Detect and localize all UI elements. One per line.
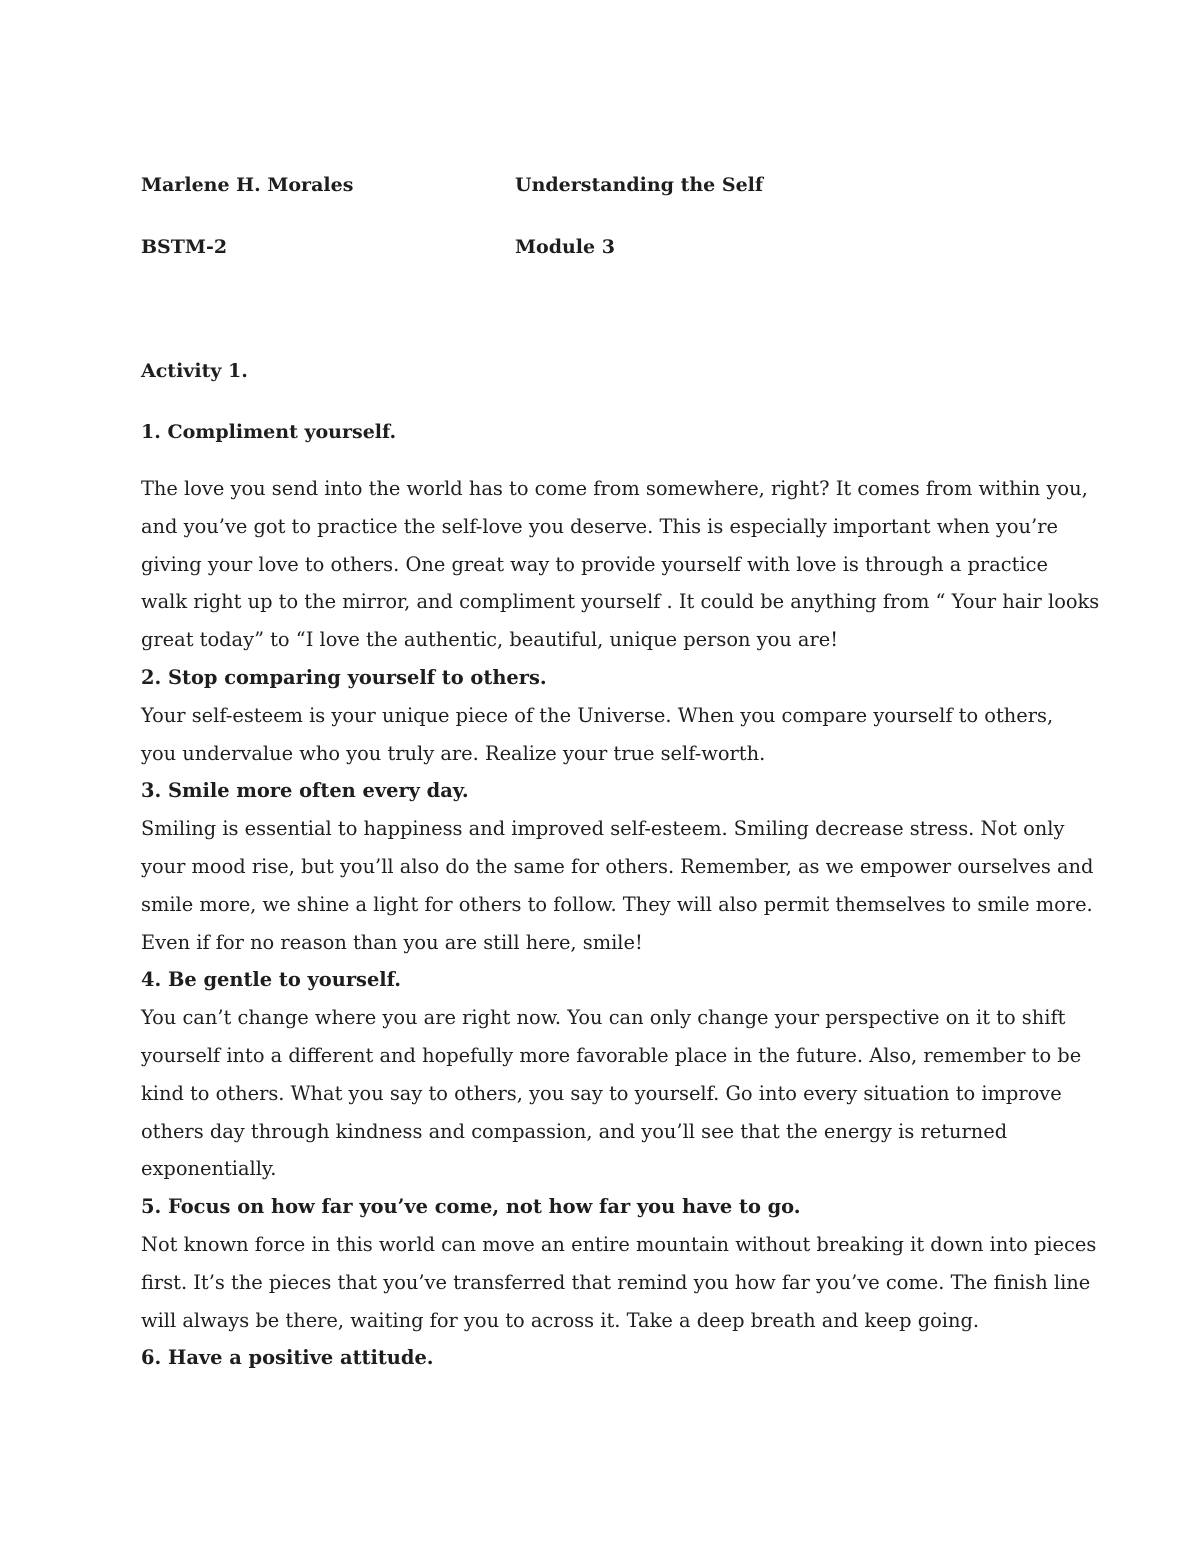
module-label: Module 3: [515, 236, 615, 258]
subject-title: Understanding the Self: [515, 174, 764, 196]
section-heading: 4. Be gentle to yourself.: [141, 968, 402, 992]
section-heading: 1. Compliment yourself.: [141, 421, 397, 443]
body-text: [141, 470, 1100, 1377]
paragraph-line: giving your love to others. One great way to provide yourself with love is through a practice: [141, 552, 1048, 576]
section-heading: 2. Stop comparing yourself to others.: [141, 665, 547, 689]
paragraph-line: walk right up to the mirror, and compliment yourself . It could be anything from “ Your hair looks: [141, 590, 1100, 614]
paragraph-line: others day through kindness and compassion, and you’ll see that the energy is returned: [141, 1119, 1008, 1143]
section-heading: 3. Smile more often every day.: [141, 779, 469, 803]
paragraph-line: yourself into a different and hopefully more favorable place in the future. Also, remember to be: [141, 1043, 1082, 1067]
paragraph-line: Not known force in this world can move an entire mountain without breaking it down into pieces: [141, 1232, 1097, 1256]
paragraph-line: great today” to “I love the authentic, beautiful, unique person you are!: [141, 628, 839, 652]
paragraph-line: Smiling is essential to happiness and improved self-esteem. Smiling decrease stress. Not only: [141, 817, 1065, 841]
section-heading: 5. Focus on how far you’ve come, not how far you have to go.: [141, 1195, 801, 1219]
paragraph-line: The love you send into the world has to come from somewhere, right? It comes from within you,: [141, 477, 1088, 500]
paragraph-line: exponentially.: [141, 1157, 277, 1181]
section-heading: 6. Have a positive attitude.: [141, 1346, 434, 1370]
paragraph-line: kind to others. What you say to others, you say to yourself. Go into every situation to improve: [141, 1081, 1062, 1105]
paragraph-line: and you’ve got to practice the self-love you deserve. This is especially important when you’re: [141, 514, 1058, 538]
section-label: BSTM-2: [141, 236, 228, 258]
paragraph-line: you undervalue who you truly are. Realize your true self-worth.: [141, 741, 766, 765]
paragraph-line: will always be there, waiting for you to across it. Take a deep breath and keep going.: [141, 1308, 980, 1332]
student-name: Marlene H. Morales: [141, 174, 354, 196]
paragraph-line: first. It’s the pieces that you’ve transferred that remind you how far you’ve come. The finish line: [141, 1270, 1091, 1294]
paragraph-line: You can’t change where you are right now. You can only change your perspective on it to shift: [141, 1006, 1066, 1030]
paragraph-line: smile more, we shine a light for others to follow. They will also permit themselves to smile more.: [141, 892, 1093, 916]
paragraph-line: Even if for no reason than you are still here, smile!: [141, 930, 643, 954]
paragraph-line: your mood rise, but you’ll also do the same for others. Remember, as we empower ourselves and: [141, 854, 1094, 878]
activity-title: Activity 1.: [141, 360, 248, 382]
paragraph-line: Your self-esteem is your unique piece of the Universe. When you compare yourself to others,: [141, 703, 1054, 727]
